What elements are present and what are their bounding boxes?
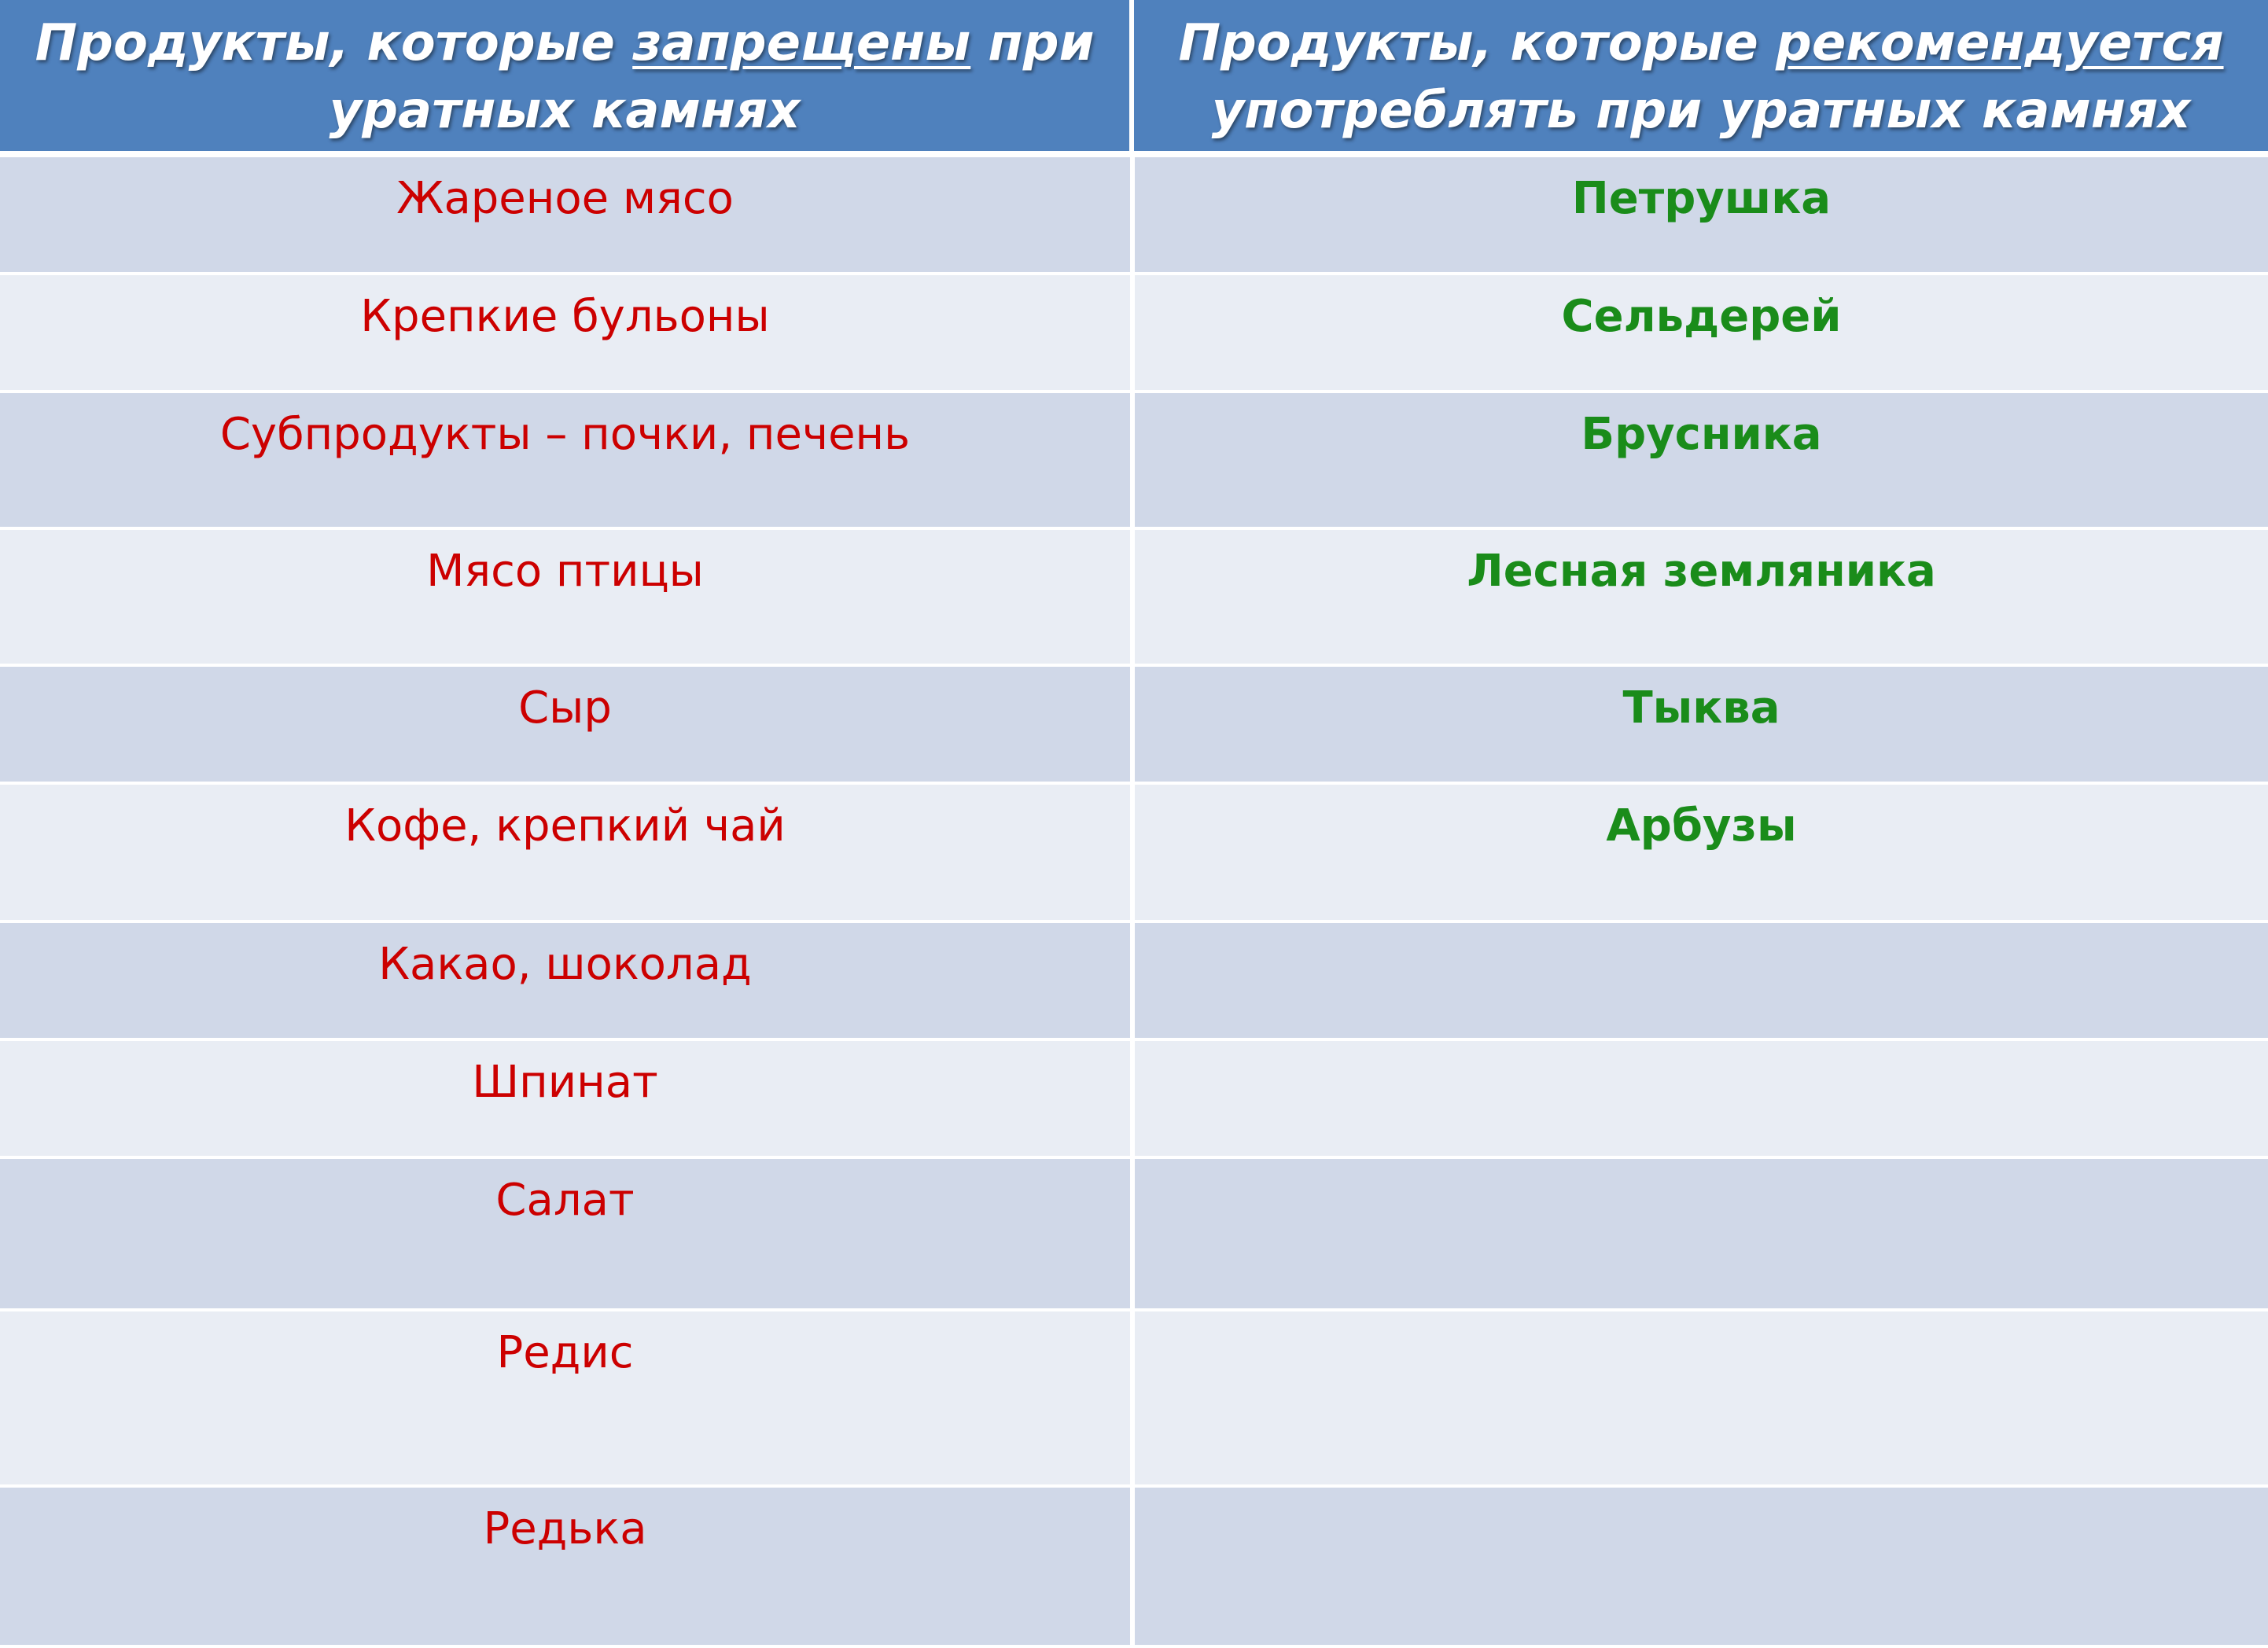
recommended-item bbox=[1132, 1041, 2268, 1159]
recommended-item bbox=[1132, 1311, 2268, 1488]
recommended-item: Брусника bbox=[1132, 393, 2268, 530]
recommended-item: Сельдерей bbox=[1132, 275, 2268, 393]
header-recommended-line2: употреблять при уратных камнях bbox=[1211, 82, 2191, 140]
forbidden-item: Какао, шоколад bbox=[0, 923, 1132, 1041]
forbidden-item: Крепкие бульоны bbox=[0, 275, 1132, 393]
recommended-item: Арбузы bbox=[1132, 785, 2268, 923]
forbidden-item: Салат bbox=[0, 1159, 1132, 1311]
forbidden-item: Жареное мясо bbox=[0, 157, 1132, 275]
forbidden-item: Шпинат bbox=[0, 1041, 1132, 1159]
header-forbidden-pre: Продукты, которые bbox=[35, 14, 633, 72]
forbidden-item: Кофе, крепкий чай bbox=[0, 785, 1132, 923]
recommended-item: Тыква bbox=[1132, 667, 2268, 785]
forbidden-item: Редис bbox=[0, 1311, 1132, 1488]
header-forbidden-post: при bbox=[970, 14, 1095, 72]
forbidden-item: Субпродукты – почки, печень bbox=[0, 393, 1132, 530]
forbidden-item: Сыр bbox=[0, 667, 1132, 785]
recommended-item bbox=[1132, 1159, 2268, 1311]
recommended-item: Петрушка bbox=[1132, 157, 2268, 275]
header-forbidden-emph: запрещены bbox=[632, 14, 971, 72]
recommended-item bbox=[1132, 923, 2268, 1041]
header-recommended-emph: рекомендуется bbox=[1776, 14, 2224, 72]
header-forbidden-line2: уратных камнях bbox=[329, 82, 801, 140]
header-recommended bbox=[1132, 0, 2268, 157]
forbidden-item: Редька bbox=[0, 1488, 1132, 1648]
recommended-item bbox=[1132, 1488, 2268, 1648]
forbidden-item: Мясо птицы bbox=[0, 530, 1132, 667]
recommended-item: Лесная земляника bbox=[1132, 530, 2268, 667]
header-forbidden bbox=[0, 0, 1132, 157]
header-recommended-pre: Продукты, которые bbox=[1178, 14, 1776, 72]
